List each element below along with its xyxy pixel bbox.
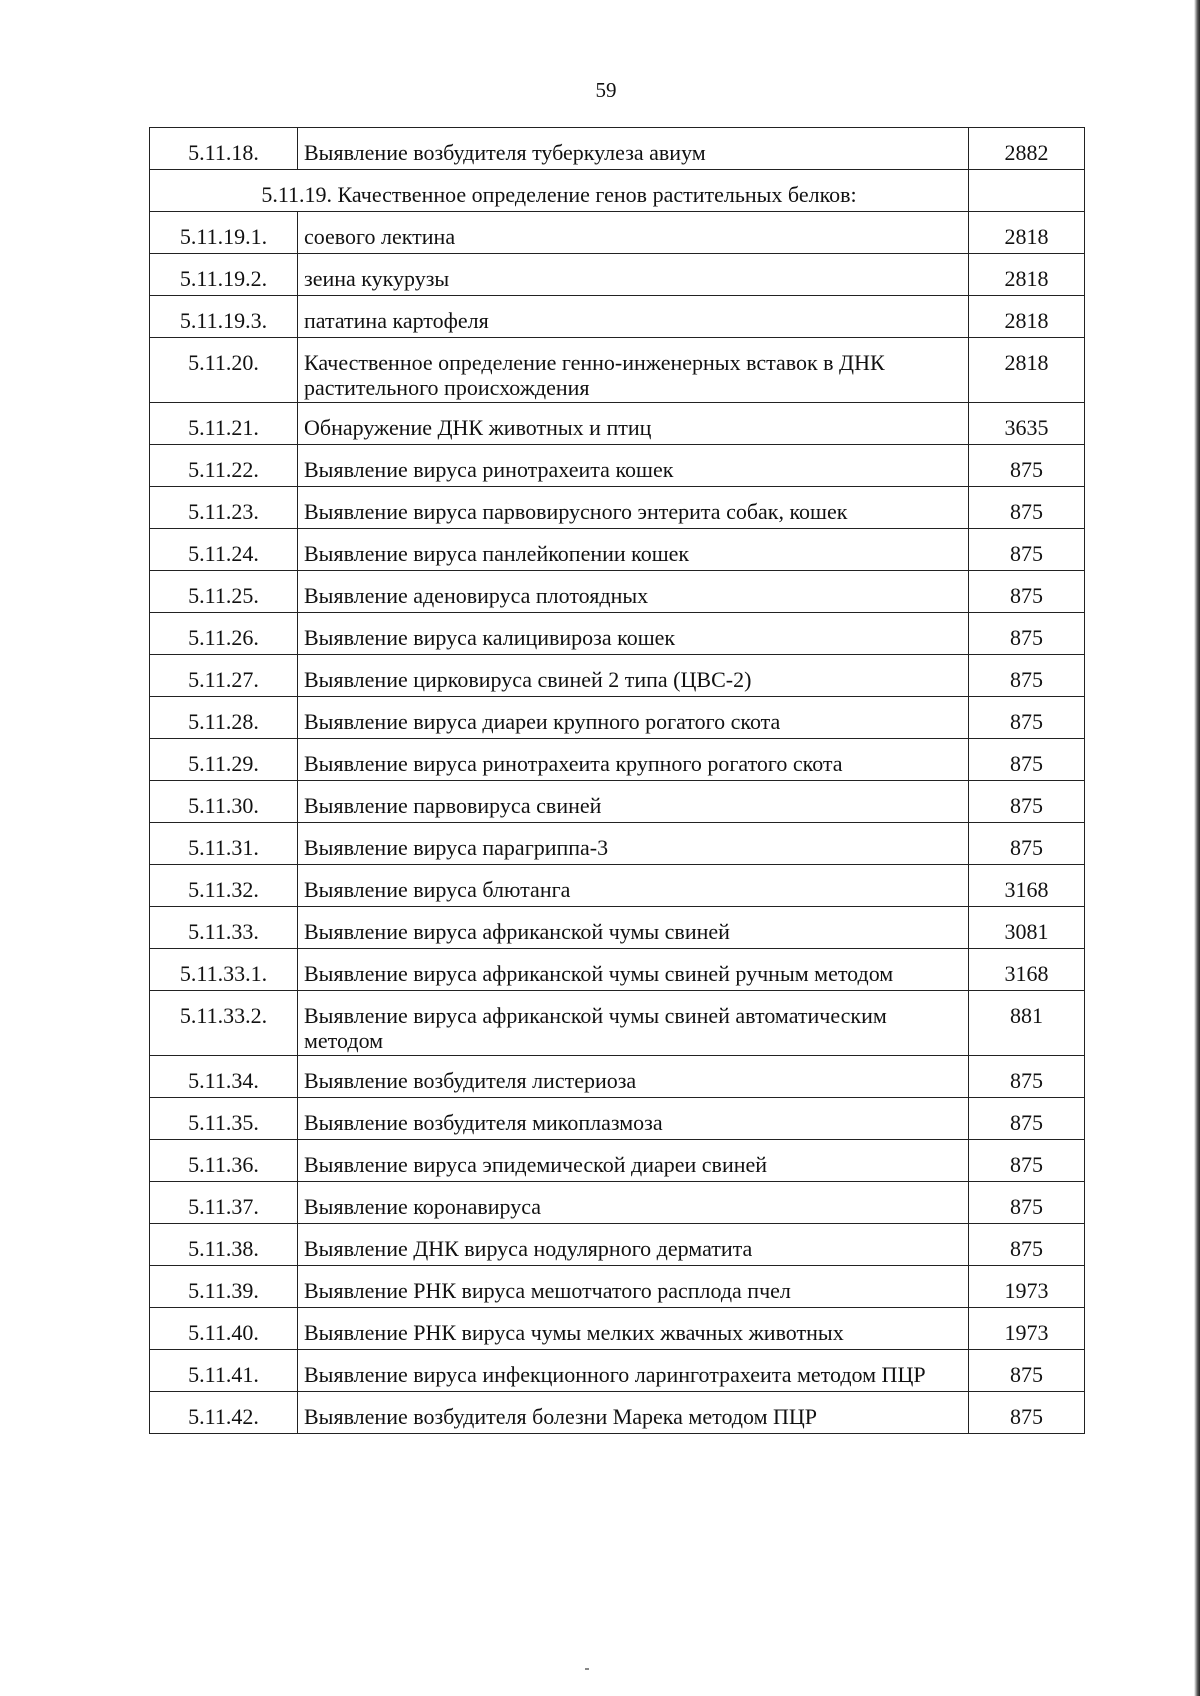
table-row: [150, 697, 1085, 739]
price-cell: 875: [969, 1350, 1085, 1392]
price-table: [149, 127, 1085, 1434]
name-cell: Выявление возбудителя листериоза: [298, 1056, 969, 1098]
price-cell: 2818: [969, 338, 1085, 403]
price-cell: 1973: [969, 1308, 1085, 1350]
name-cell: Выявление ДНК вируса нодулярного дерматита: [298, 1224, 969, 1266]
code-cell: 5.11.30.: [150, 781, 298, 823]
name-cell: Выявление цирковируса свиней 2 типа (ЦВС-2): [298, 655, 969, 697]
price-cell: 875: [969, 739, 1085, 781]
code-cell: 5.11.26.: [150, 613, 298, 655]
code-cell: 5.11.23.: [150, 487, 298, 529]
code-cell: 5.11.33.2.: [150, 991, 298, 1056]
code-cell: 5.11.25.: [150, 571, 298, 613]
price-cell: 875: [969, 1140, 1085, 1182]
table-row: [150, 1350, 1085, 1392]
price-cell: 875: [969, 613, 1085, 655]
code-cell: 5.11.38.: [150, 1224, 298, 1266]
name-cell: Выявление вируса африканской чумы свиней автоматическим методом: [298, 991, 969, 1056]
table-row: [150, 1140, 1085, 1182]
price-cell: 2818: [969, 296, 1085, 338]
name-cell: Качественное определение генно-инженерных вставок в ДНК растительного происхождения: [298, 338, 969, 403]
price-cell: 875: [969, 445, 1085, 487]
price-cell: 875: [969, 823, 1085, 865]
scan-edge: [1194, 0, 1200, 1696]
price-cell: 2818: [969, 212, 1085, 254]
name-cell: Выявление вируса диареи крупного рогатого скота: [298, 697, 969, 739]
code-cell: 5.11.40.: [150, 1308, 298, 1350]
code-cell: 5.11.28.: [150, 697, 298, 739]
code-cell: 5.11.19.1.: [150, 212, 298, 254]
table-row: [150, 1392, 1085, 1434]
price-cell: 881: [969, 991, 1085, 1056]
name-cell: Выявление вируса панлейкопении кошек: [298, 529, 969, 571]
table-row: [150, 212, 1085, 254]
section-row: [150, 170, 1085, 212]
name-cell: Выявление коронавируса: [298, 1182, 969, 1224]
name-cell: Выявление вируса африканской чумы свиней: [298, 907, 969, 949]
price-cell: 2882: [969, 128, 1085, 170]
price-cell: 3168: [969, 949, 1085, 991]
price-cell: 875: [969, 1182, 1085, 1224]
table-row: [150, 445, 1085, 487]
section-price-cell: [969, 170, 1085, 212]
table-row: [150, 1224, 1085, 1266]
code-cell: 5.11.18.: [150, 128, 298, 170]
price-cell: 875: [969, 487, 1085, 529]
name-cell: Выявление вируса ринотрахеита крупного рогатого скота: [298, 739, 969, 781]
table-row: [150, 403, 1085, 445]
code-cell: 5.11.27.: [150, 655, 298, 697]
price-cell: 3081: [969, 907, 1085, 949]
name-cell: Выявление вируса ринотрахеита кошек: [298, 445, 969, 487]
name-cell: Выявление вируса эпидемической диареи свиней: [298, 1140, 969, 1182]
code-cell: 5.11.36.: [150, 1140, 298, 1182]
price-table-body: [150, 128, 1085, 1434]
code-cell: 5.11.33.: [150, 907, 298, 949]
table-row: [150, 338, 1085, 403]
scan-speck: [585, 1668, 589, 1670]
price-cell: 875: [969, 697, 1085, 739]
price-cell: 875: [969, 1056, 1085, 1098]
name-cell: Обнаружение ДНК животных и птиц: [298, 403, 969, 445]
table-row: [150, 907, 1085, 949]
table-row: [150, 949, 1085, 991]
name-cell: соевого лектина: [298, 212, 969, 254]
name-cell: Выявление вируса африканской чумы свиней ручным методом: [298, 949, 969, 991]
code-cell: 5.11.35.: [150, 1098, 298, 1140]
name-cell: Выявление возбудителя микоплазмоза: [298, 1098, 969, 1140]
table-row: [150, 529, 1085, 571]
name-cell: пататина картофеля: [298, 296, 969, 338]
table-row: [150, 613, 1085, 655]
code-cell: 5.11.34.: [150, 1056, 298, 1098]
table-row: [150, 739, 1085, 781]
price-cell: 875: [969, 1392, 1085, 1434]
code-cell: 5.11.39.: [150, 1266, 298, 1308]
name-cell: Выявление парвовируса свиней: [298, 781, 969, 823]
code-cell: 5.11.24.: [150, 529, 298, 571]
code-cell: 5.11.21.: [150, 403, 298, 445]
code-cell: 5.11.19.2.: [150, 254, 298, 296]
name-cell: Выявление РНК вируса мешотчатого расплода пчел: [298, 1266, 969, 1308]
price-cell: 3635: [969, 403, 1085, 445]
code-cell: 5.11.19.3.: [150, 296, 298, 338]
name-cell: Выявление вируса калицивироза кошек: [298, 613, 969, 655]
name-cell: Выявление аденовируса плотоядных: [298, 571, 969, 613]
name-cell: Выявление вируса инфекционного ларинготрахеита методом ПЦР: [298, 1350, 969, 1392]
name-cell: Выявление возбудителя болезни Марека методом ПЦР: [298, 1392, 969, 1434]
code-cell: 5.11.41.: [150, 1350, 298, 1392]
price-cell: 2818: [969, 254, 1085, 296]
code-cell: 5.11.31.: [150, 823, 298, 865]
table-row: [150, 781, 1085, 823]
table-row: [150, 254, 1085, 296]
table-row: [150, 1266, 1085, 1308]
name-cell: Выявление вируса блютанга: [298, 865, 969, 907]
price-cell: 875: [969, 1224, 1085, 1266]
name-cell: Выявление вируса парагриппа-3: [298, 823, 969, 865]
name-cell: зеина кукурузы: [298, 254, 969, 296]
section-title: 5.11.19. Качественное определение генов растительных белков:: [150, 170, 969, 212]
price-cell: 1973: [969, 1266, 1085, 1308]
table-row: [150, 487, 1085, 529]
name-cell: Выявление РНК вируса чумы мелких жвачных животных: [298, 1308, 969, 1350]
price-cell: 875: [969, 781, 1085, 823]
table-row: [150, 823, 1085, 865]
table-row: [150, 655, 1085, 697]
name-cell: Выявление возбудителя туберкулеза авиум: [298, 128, 969, 170]
code-cell: 5.11.20.: [150, 338, 298, 403]
table-row: [150, 1098, 1085, 1140]
table-row: [150, 571, 1085, 613]
price-cell: 875: [969, 529, 1085, 571]
code-cell: 5.11.29.: [150, 739, 298, 781]
code-cell: 5.11.37.: [150, 1182, 298, 1224]
code-cell: 5.11.33.1.: [150, 949, 298, 991]
table-row: [150, 1056, 1085, 1098]
code-cell: 5.11.22.: [150, 445, 298, 487]
code-cell: 5.11.32.: [150, 865, 298, 907]
table-row: [150, 865, 1085, 907]
name-cell: Выявление вируса парвовирусного энтерита собак, кошек: [298, 487, 969, 529]
table-row: [150, 1308, 1085, 1350]
table-row: [150, 991, 1085, 1056]
code-cell: 5.11.42.: [150, 1392, 298, 1434]
table-row: [150, 128, 1085, 170]
price-cell: 875: [969, 1098, 1085, 1140]
page-number: 59: [595, 78, 617, 102]
price-cell: 3168: [969, 865, 1085, 907]
price-cell: 875: [969, 571, 1085, 613]
table-row: [150, 1182, 1085, 1224]
price-cell: 875: [969, 655, 1085, 697]
table-row: [150, 296, 1085, 338]
